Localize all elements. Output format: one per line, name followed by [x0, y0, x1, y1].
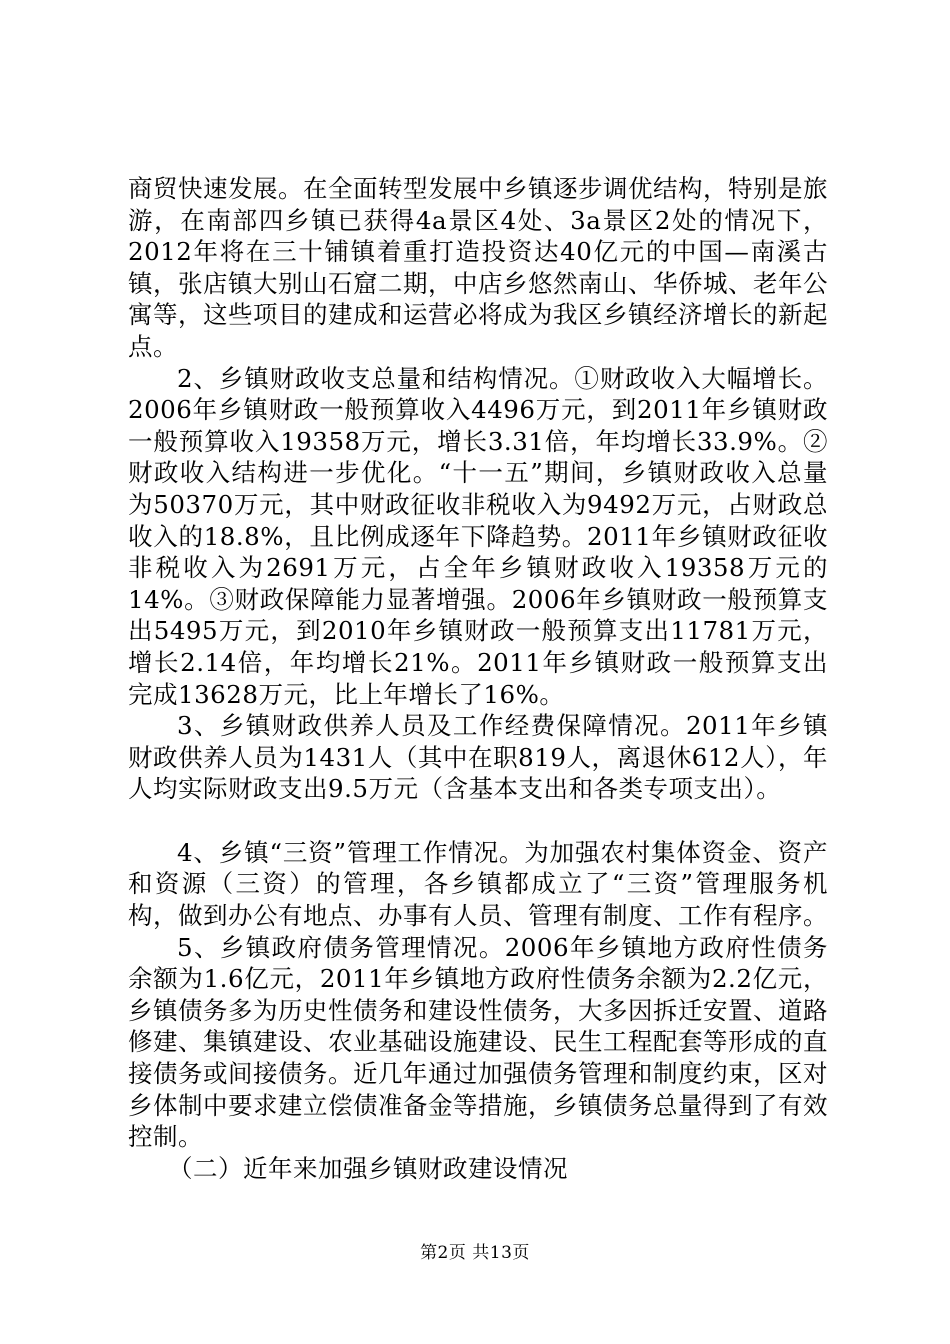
section-heading: （二）近年来加强乡镇财政建设情况	[168, 1153, 568, 1183]
document-body	[128, 173, 828, 1184]
paragraph-three-assets: 4、乡镇“三资”管理工作情况。为加强农村集体资金、资产和资源（三资）的管理，各乡镇都成立了“三资”管理服务机构，做到办公有地点、办事有人员、管理有制度、工作有程序。	[128, 837, 828, 931]
page-footer: 第2页 共13页	[420, 1243, 530, 1263]
paragraph-staffing: 3、乡镇财政供养人员及工作经费保障情况。2011年乡镇财政供养人员为1431人（其中在职819人，离退休612人），年人均实际财政支出9.5万元（含基本支出和各类专项支出）。	[128, 711, 828, 804]
paragraph-debt-management: 5、乡镇政府债务管理情况。2006年乡镇地方政府性债务余额为1.6亿元，2011年乡镇地方政府性债务余额为2.2亿元，乡镇债务多为历史性债务和建设性债务，大多因拆迁安置、道路修建、集镇建设、农业基础设施建设、民生工程配套等形成的直接债务或间接债务。近几年通过加强债务管理和制度约束，区对乡体制中要求建立偿债准备金等措施，乡镇债务总量得到了有效控制。	[128, 932, 828, 1152]
paragraph-revenue-expenditure: 2、乡镇财政收支总量和结构情况。①财政收入大幅增长。2006年乡镇财政一般预算收入4496万元，到2011年乡镇财政一般预算收入19358万元，增长3.31倍，年均增长33.9%。②财政收入结构进一步优化。“十一五”期间，乡镇财政收入总量为50370万元，其中财政征收非税收入为9492万元，占财政总收入的18.8%，且比例成逐年下降趋势。2011年乡镇财政征收非税收入为2691万元，占全年乡镇财政收入19358万元的14%。③财政保障能力显著增强。2006年乡镇财政一般预算支出5495万元，到2010年乡镇财政一般预算支出11781万元，增长2.14倍，年均增长21%。2011年乡镇财政一般预算支出完成13628万元，比上年增长了16%。	[128, 363, 828, 709]
paragraph-tourism-projects: 商贸快速发展。在全面转型发展中乡镇逐步调优结构，特别是旅游，在南部四乡镇已获得4a景区4处、3a景区2处的情况下，2012年将在三十铺镇着重打造投资达40亿元的中国—南溪古镇，张店镇大别山石窟二期，中店乡悠然南山、华侨城、老年公寓等，这些项目的建成和运营必将成为我区乡镇经济增长的新起点。	[128, 174, 828, 361]
